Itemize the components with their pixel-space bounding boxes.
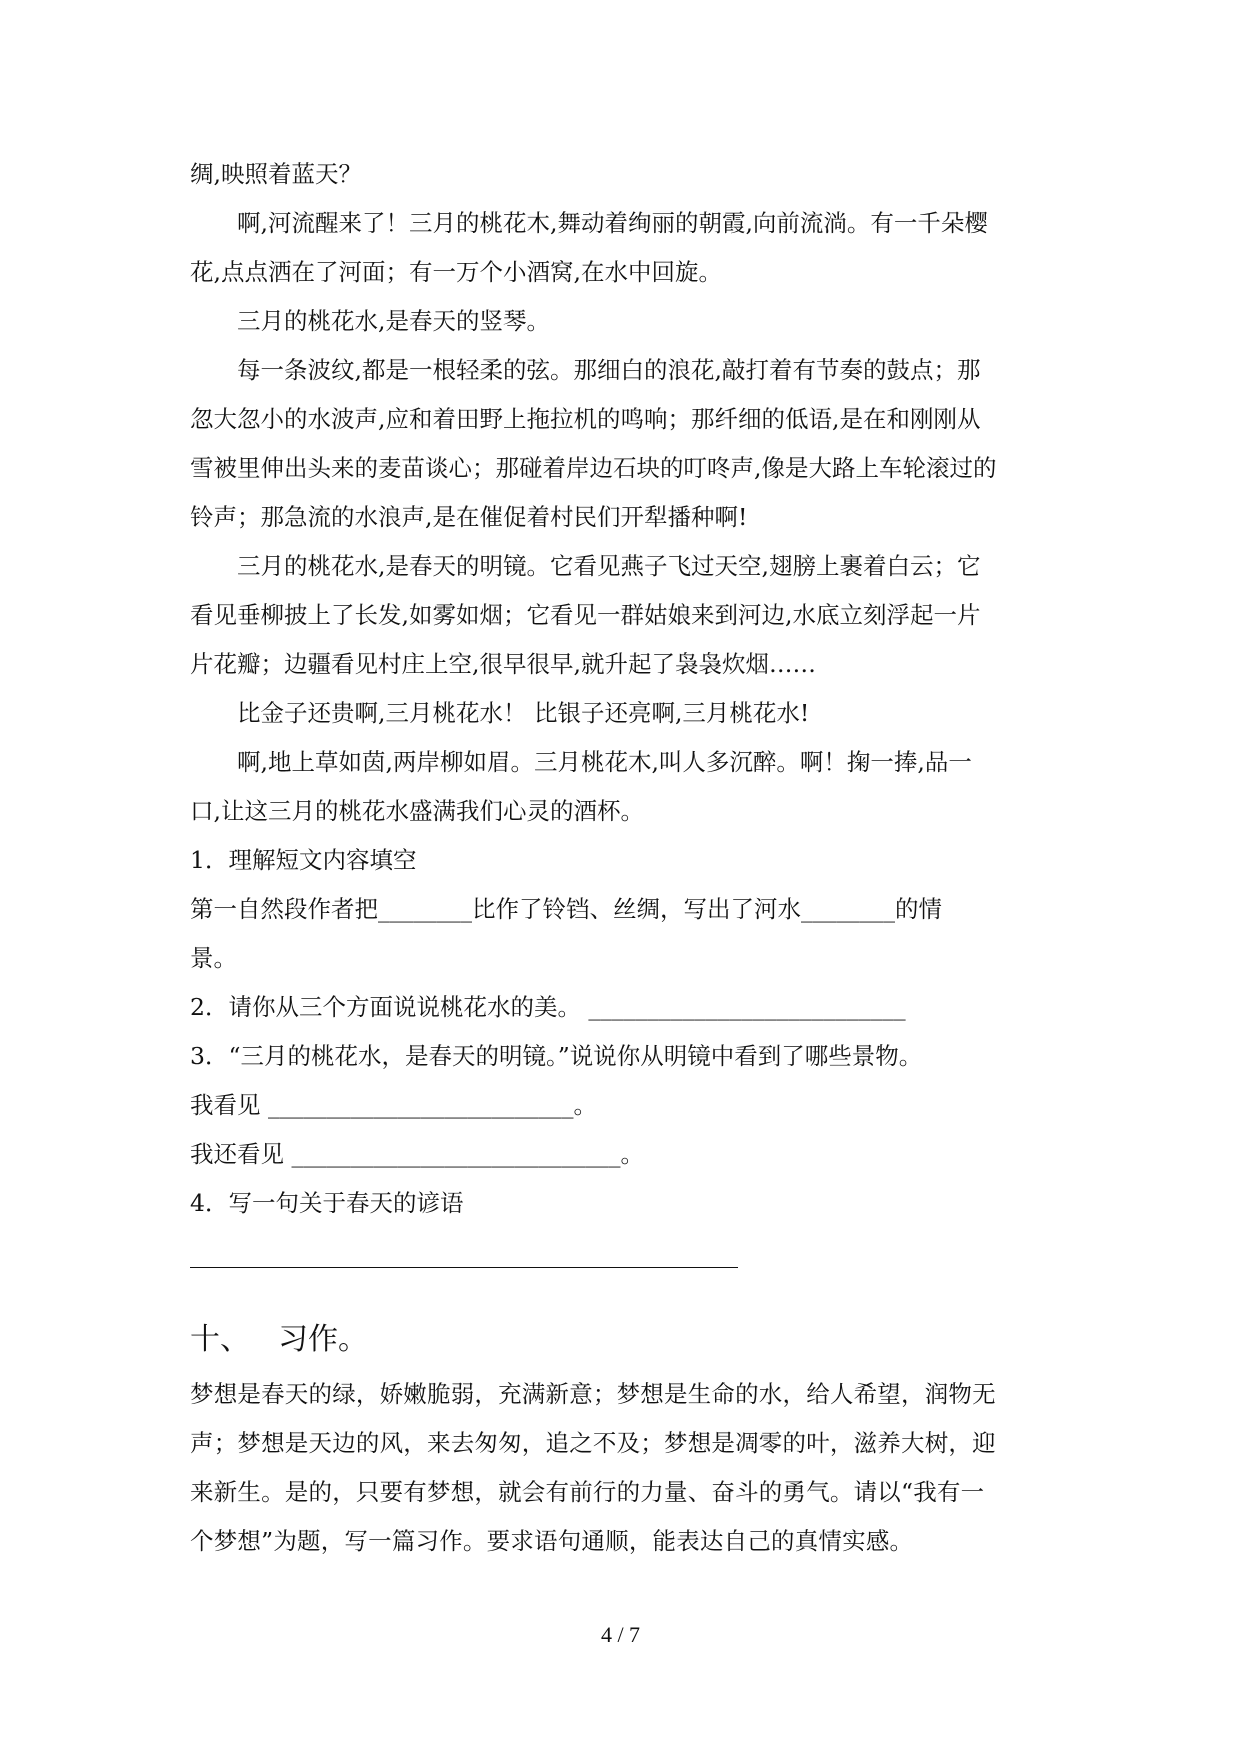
passage-line: 口,让这三月的桃花水盛满我们心灵的酒杯。: [190, 797, 644, 825]
essay-line: 来新生。是的，只要有梦想，就会有前行的力量、奋斗的勇气。请以“我有一: [190, 1478, 985, 1506]
essay-line: 梦想是春天的绿，娇嫩脆弱，充满新意；梦想是生命的水，给人希望，润物无: [190, 1380, 996, 1408]
question-1-fill-blank: 第一自然段作者把________比作了铃铛、丝绸，写出了河水________的情: [190, 895, 942, 923]
passage-line: 花,点点洒在了河面；有一万个小酒窝,在水中回旋。: [190, 258, 722, 286]
section-heading: [190, 1310, 1060, 1370]
answer-blank-line: [190, 1228, 1060, 1280]
question-3-answer-2: 我还看见 ____________________________。: [190, 1140, 644, 1168]
passage-line: 三月的桃花水,是春天的竖琴。: [237, 307, 550, 335]
page-number: 4 / 7: [600, 1622, 641, 1647]
passage-line: 每一条波纹,都是一根轻柔的弦。那细白的浪花,敲打着有节奏的鼓点；那: [237, 356, 981, 384]
passage-line: 看见垂柳披上了长发,如雾如烟；它看见一群姑娘来到河边,水底立刻浮起一片: [190, 601, 981, 629]
passage-line: 忽大忽小的水波声,应和着田野上拖拉机的鸣响；那纤细的低语,是在和刚刚从: [190, 405, 981, 433]
question-1-fill-blank-cont: 景。: [190, 944, 237, 972]
question-2: 2．请你从三个方面说说桃花水的美。 ___________________________: [190, 993, 906, 1021]
passage-line: 啊,河流醒来了！三月的桃花木,舞动着绚丽的朝霞,向前流淌。有一千朵樱: [237, 209, 988, 237]
answer-rule: [190, 1267, 738, 1268]
passage-line: 片花瓣；边疆看见村庄上空,很早很早,就升起了袅袅炊烟……: [190, 650, 816, 678]
essay-prompt: [190, 1370, 1060, 1566]
essay-line: 声；梦想是天边的风，来去匆匆，追之不及；梦想是凋零的叶，滋养大树，迎: [190, 1429, 996, 1457]
passage-line: 雪被里伸出头来的麦苗谈心；那碰着岸边石块的叮咚声,像是大路上车轮滚过的: [190, 454, 997, 482]
question-1-heading: 1．理解短文内容填空: [190, 846, 417, 874]
passage-line: 铃声；那急流的水浪声,是在催促着村民们开犁播种啊!: [190, 503, 748, 531]
reading-passage: [190, 150, 1060, 836]
passage-line: 比金子还贵啊,三月桃花水！ 比银子还亮啊,三月桃花水!: [237, 699, 810, 727]
question-4: 4．写一句关于春天的谚语: [190, 1189, 464, 1217]
question-3: 3．“三月的桃花水，是春天的明镜。”说说你从明镜中看到了哪些景物。: [190, 1042, 923, 1070]
comprehension-questions: [190, 836, 1060, 1280]
question-3-answer-1: 我看见 __________________________。: [190, 1091, 597, 1119]
passage-line: 绸,映照着蓝天？: [190, 160, 362, 188]
document-page: [190, 150, 1060, 1566]
section-number: 十、: [190, 1322, 250, 1357]
essay-line: 个梦想”为题，写一篇习作。要求语句通顺，能表达自己的真情实感。: [190, 1527, 914, 1555]
section-title: 习作。: [278, 1322, 368, 1357]
passage-line: 三月的桃花水,是春天的明镜。它看见燕子飞过天空,翅膀上裹着白云；它: [237, 552, 981, 580]
passage-line: 啊,地上草如茵,两岸柳如眉。三月桃花木,叫人多沉醉。啊！掬一捧,品一: [237, 748, 972, 776]
